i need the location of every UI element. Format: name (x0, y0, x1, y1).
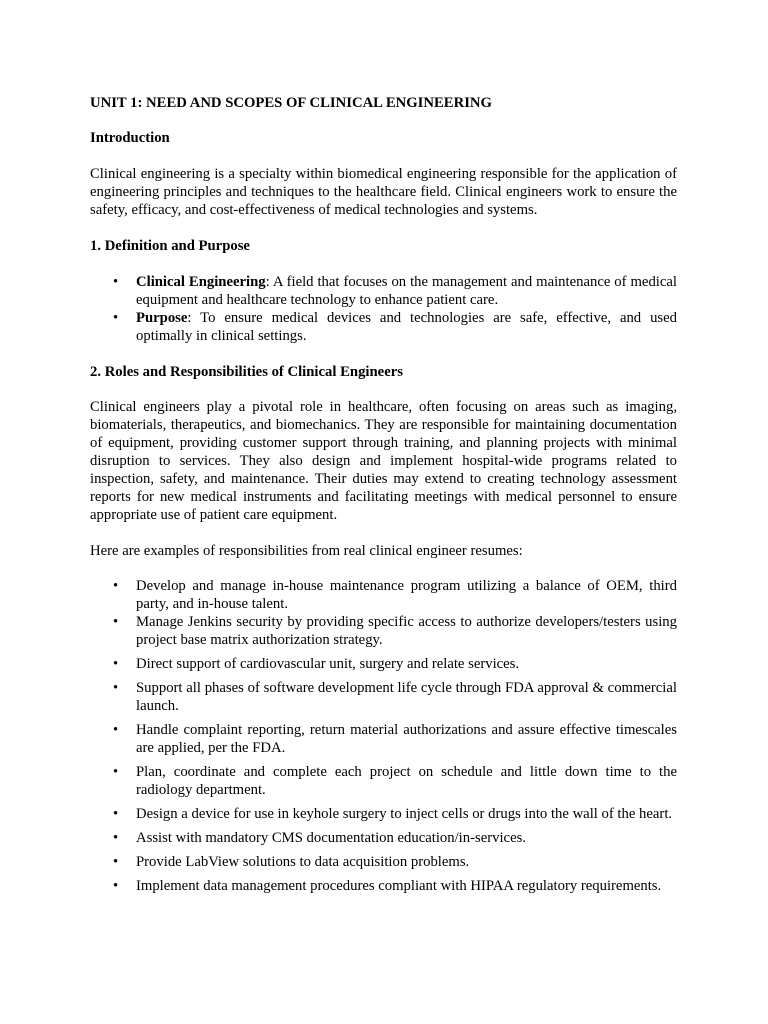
bullet-icon: • (113, 310, 119, 326)
bullet-icon: • (113, 830, 119, 846)
item-text: : To ensure medical devices and technologies are safe, effective, and used optimally in clinical settings. (136, 310, 677, 344)
bullet-icon: • (113, 806, 119, 822)
item-text: : A field that focuses on the management and maintenance of medical equipment and healthcare technology to enhance patient care. (136, 274, 677, 308)
list-item: • Develop and manage in-house maintenance program utilizing a balance of OEM, third party, and in-house talent. (113, 578, 677, 612)
bullet-icon: • (113, 614, 119, 630)
introduction-heading: Introduction (90, 130, 170, 146)
bullet-icon: • (113, 878, 119, 894)
list-item (90, 273, 677, 309)
list-item: • Assist with mandatory CMS documentation education/in-services. (113, 830, 526, 846)
list-item: • Plan, coordinate and complete each project on schedule and little down time to the radiology department. (113, 764, 677, 798)
examples-intro: Here are examples of responsibilities from real clinical engineer resumes: (90, 543, 523, 559)
list-item: • Implement data management procedures compliant with HIPAA regulatory requirements. (113, 878, 662, 894)
bullet-icon: • (113, 578, 119, 594)
introduction-paragraph: Clinical engineering is a specialty within biomedical engineering responsible for the application of engineering principles and techniques to the healthcare field. Clinical engineers work to ensure the safety, efficacy, and cost-effectiveness of medical technologies and systems. (90, 166, 677, 218)
bullet-icon: • (113, 656, 119, 672)
bullet-icon: • (113, 680, 119, 696)
bullet-icon: • (113, 854, 119, 870)
list-item: • Manage Jenkins security by providing specific access to authorize developers/testers using project base matrix authorization strategy. (113, 614, 677, 648)
responsibilities-list (90, 577, 677, 901)
bullet-icon: • (113, 274, 119, 290)
roles-paragraph: Clinical engineers play a pivotal role in healthcare, often focusing on areas such as imaging, biomaterials, therapeutics, and biomechanics. They are responsible for maintaining documentation of equipment, providing customer support through training, and planning projects with minimal disruption to services. They also design and implement hospital-wide programs related to inspection, safety, and maintenance. Their duties may extend to creating technology assessment reports for new medical instruments and facilitating meetings with medical personnel to ensure appropriate use of patient care equipment. (90, 399, 677, 523)
list-item: • Provide LabView solutions to data acquisition problems. (113, 854, 470, 870)
section2-heading: 2. Roles and Responsibilities of Clinical Engineers (90, 364, 403, 380)
bullet-icon: • (113, 764, 119, 780)
section1-heading: 1. Definition and Purpose (90, 238, 250, 254)
list-item: • Design a device for use in keyhole surgery to inject cells or drugs into the wall of the heart. (113, 806, 673, 822)
list-item: • Direct support of cardiovascular unit, surgery and relate services. (113, 656, 520, 672)
list-item: • Handle complaint reporting, return material authorizations and assure effective timescales are applied, per the FDA. (113, 722, 677, 756)
list-item (90, 309, 677, 345)
item-term: Clinical Engineering (136, 274, 266, 290)
unit-title: UNIT 1: NEED AND SCOPES OF CLINICAL ENGINEERING (90, 95, 492, 111)
bullet-icon: • (113, 722, 119, 738)
list-item: • Support all phases of software development life cycle through FDA approval & commercial launch. (113, 680, 677, 714)
item-term: Purpose (136, 310, 188, 326)
definition-list (90, 273, 677, 345)
